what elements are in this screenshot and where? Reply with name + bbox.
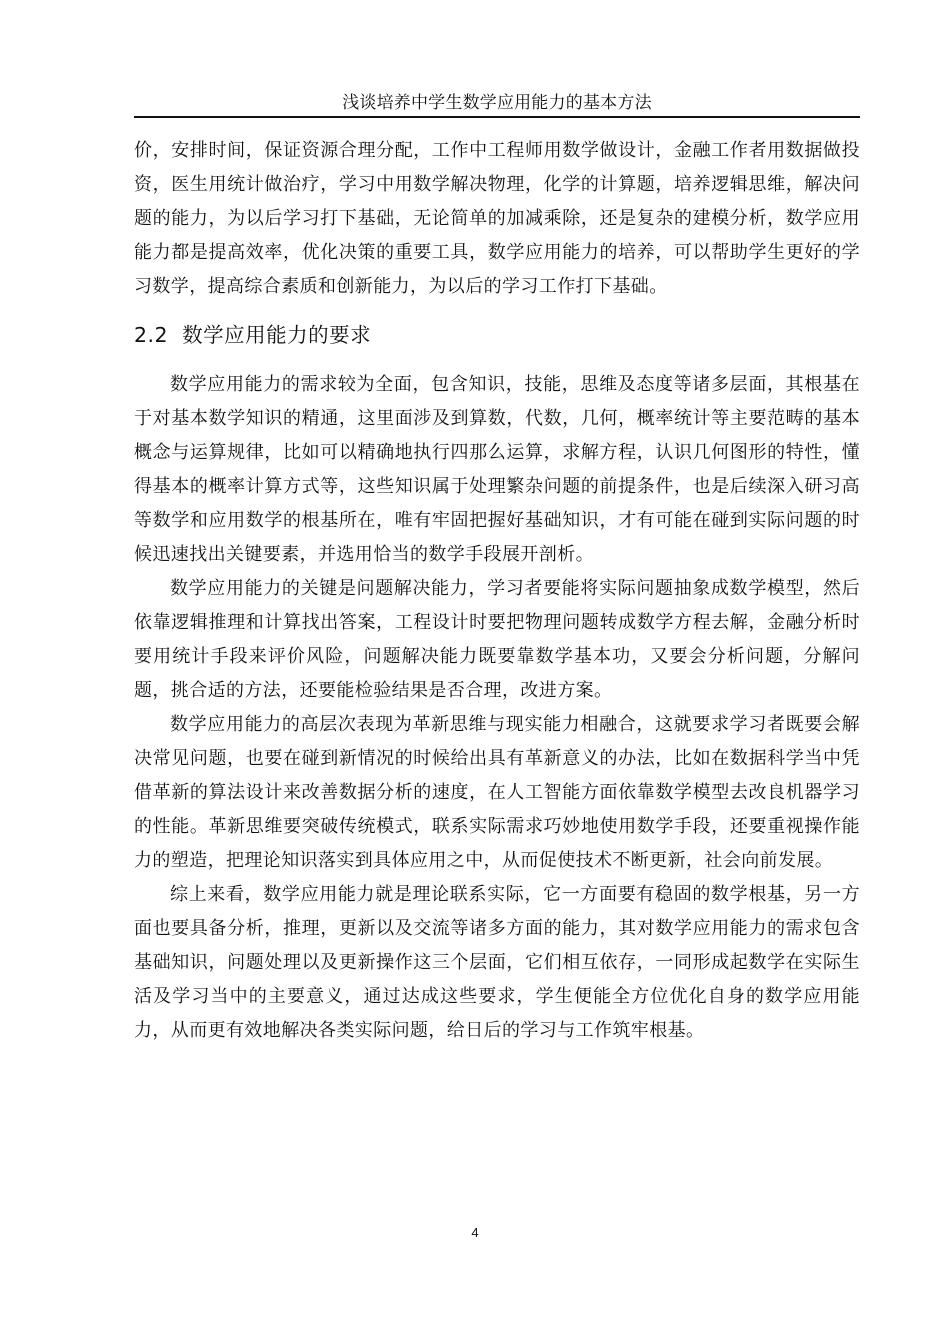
paragraph-requirements-overview: 数学应用能力的需求较为全面，包含知识，技能，思维及态度等诸多层面，其根基在于对基本数学知识的精通，这里面涉及到算数，代数，几何，概率统计等主要范畴的基本概念与运算规律，比如可以精确地执行四那么运算，求解方程，认识几何图形的特性，懂得基本的概率计算方式等，这些知识属于处理繁杂问题的前提条件，也是后续深入研习高等数学和应用数学的根基所在，唯有牢固把握好基础知识，才有可能在碰到实际问题的时候迅速找出关键要素，并选用恰当的数学手段展开剖析。 — [134, 374, 860, 565]
continued-paragraph: 价，安排时间，保证资源合理分配，工作中工程师用数学做设计，金融工作者用数据做投资，医生用统计做治疗，学习中用数学解决物理，化学的计算题，培养逻辑思维，解决问题的能力，为以后学习打下基础，无论简单的加减乘除，还是复杂的建模分析，数学应用能力都是提高效率，优化决策的重要工具，数学应用能力的培养，可以帮助学生更好的学习数学，提高综合素质和创新能力，为以后的学习工作打下基础。 — [134, 140, 860, 297]
section-number: 2.2 — [134, 323, 169, 347]
running-header-title: 浅谈培养中学生数学应用能力的基本方法 — [342, 93, 652, 113]
body-text — [134, 134, 860, 1048]
page-number: 4 — [471, 1225, 479, 1240]
section-heading — [134, 320, 860, 350]
section-title: 数学应用能力的要求 — [182, 323, 372, 347]
paragraph-problem-solving: 数学应用能力的关键是问题解决能力，学习者要能将实际问题抽象成数学模型，然后依靠逻辑推理和计算找出答案，工程设计时要把物理问题转成数学方程去解，金融分析时要用统计手段来评价风险，问题解决能力既要靠数学基本功，又要会分析问题，分解问题，挑合适的方法，还要能检验结果是否合理，改进方案。 — [134, 578, 860, 701]
paragraph-innovation: 数学应用能力的高层次表现为革新思维与现实能力相融合，这就要求学习者既要会解决常见问题，也要在碰到新情况的时候给出具有革新意义的办法，比如在数据科学当中凭借革新的算法设计来改善数据分析的速度，在人工智能方面依靠数学模型去改良机器学习的性能。革新思维要突破传统模式，联系实际需求巧妙地使用数学手段，还要重视操作能力的塑造，把理论知识落实到具体应用之中，从而促使技术不断更新，社会向前发展。 — [134, 714, 860, 871]
paragraph-summary: 综上来看，数学应用能力就是理论联系实际，它一方面要有稳固的数学根基，另一方面也要具备分析，推理，更新以及交流等诸多方面的能力，其对数学应用能力的需求包含基础知识，问题处理以及更新操作这三个层面，它们相互依存，一同形成起数学在实际生活及学习当中的主要意义，通过达成这些要求，学生便能全方位优化自身的数学应用能力，从而更有效地解决各类实际问题，给日后的学习与工作筑牢根基。 — [134, 884, 860, 1041]
header-rule — [134, 116, 860, 118]
